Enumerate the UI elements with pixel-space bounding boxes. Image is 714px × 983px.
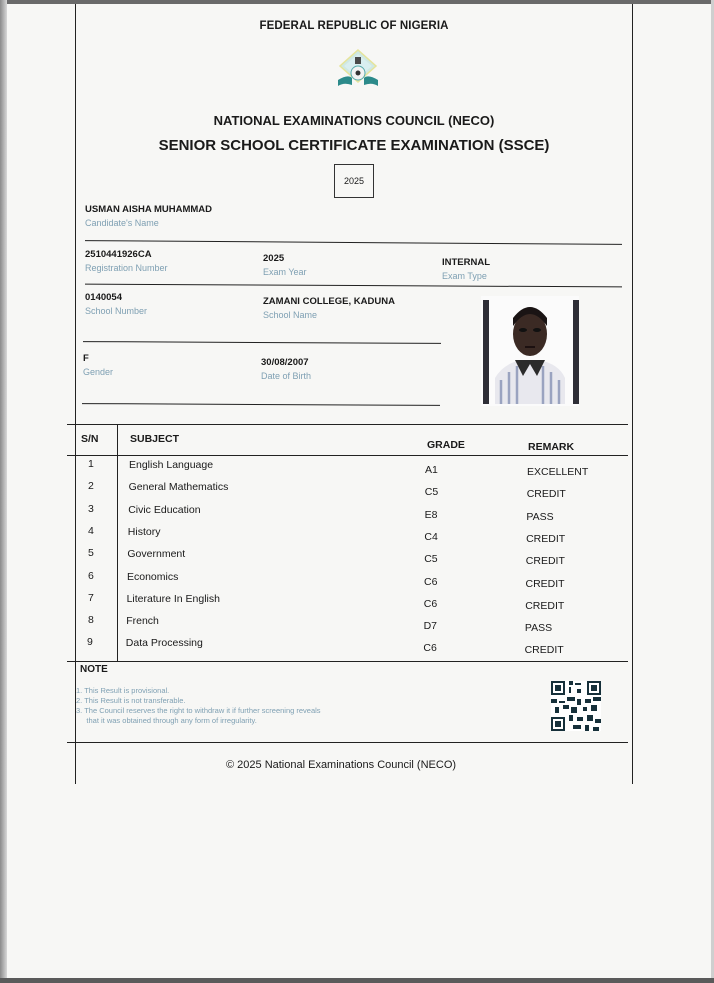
gender-field <box>83 353 113 377</box>
exam-type-label: Exam Type <box>442 271 487 281</box>
country-title: FEDERAL REPUBLIC OF NIGERIA <box>259 20 449 32</box>
row-sn: 4 <box>88 524 94 537</box>
row-sn: 8 <box>88 614 94 627</box>
candidate-name-label: Candidate's Name <box>85 218 159 228</box>
note-list <box>76 686 321 726</box>
row-remark: CREDIT <box>526 532 566 545</box>
candidate-photo-icon <box>481 296 579 406</box>
neco-logo-icon <box>336 48 380 88</box>
row-subject: Civic Education <box>128 503 201 516</box>
row-subject: History <box>127 525 161 538</box>
registration-number: 2510441926CA <box>85 249 152 260</box>
note-item: that it was obtained through any form of irregularity. <box>76 716 257 725</box>
row-sn: 9 <box>87 636 93 649</box>
candidate-name: USMAN AISHA MUHAMMAD <box>85 204 213 215</box>
row-grade: C6 <box>423 642 437 655</box>
row-sn: 7 <box>88 591 94 604</box>
row-remark: CREDIT <box>525 599 565 612</box>
header-sn: S/N <box>81 433 99 445</box>
row-sn: 6 <box>88 569 94 582</box>
year-box: 2025 <box>334 164 374 198</box>
candidate-name-field <box>85 204 212 228</box>
divider <box>83 341 441 344</box>
school-number-field <box>85 292 147 316</box>
row-grade: D7 <box>423 620 438 633</box>
row-remark: PASS <box>526 510 554 523</box>
registration-field <box>85 249 168 273</box>
dob-field <box>261 357 311 381</box>
school-number-label: School Number <box>85 306 148 316</box>
header-grade: GRADE <box>427 439 465 451</box>
note-item: 1. This Result is provisional. <box>76 686 170 695</box>
qr-code-icon <box>551 681 601 731</box>
header-remark: REMARK <box>528 441 575 453</box>
divider <box>85 284 622 288</box>
row-grade: C5 <box>424 553 438 566</box>
registration-label: Registration Number <box>85 263 168 273</box>
school-number: 0140054 <box>85 292 122 303</box>
exam-year-field <box>263 253 307 277</box>
divider <box>85 240 622 245</box>
row-grade: E8 <box>424 508 438 521</box>
row-subject: French <box>126 615 159 628</box>
council-title: NATIONAL EXAMINATIONS COUNCIL (NECO) <box>213 113 495 128</box>
results-table <box>67 424 628 662</box>
row-grade: A1 <box>425 464 438 476</box>
gender-label: Gender <box>83 367 114 377</box>
dob-label: Date of Birth <box>261 371 312 381</box>
row-remark: CREDIT <box>526 488 566 501</box>
row-sn: 2 <box>88 480 94 493</box>
row-remark: CREDIT <box>525 577 565 590</box>
gender: F <box>83 353 89 364</box>
result-document <box>75 4 633 784</box>
school-name-label: School Name <box>263 310 318 320</box>
header-subject: SUBJECT <box>130 433 180 445</box>
exam-year: 2025 <box>263 253 285 264</box>
school-name-field <box>263 296 395 320</box>
column-separator <box>117 425 118 661</box>
row-remark: PASS <box>524 622 553 635</box>
note-item: 2. This Result is not transferable. <box>76 696 186 705</box>
copyright: © 2025 National Examinations Council (NECO) <box>226 759 457 771</box>
exam-year-label: Exam Year <box>263 267 307 277</box>
scan-edge-bottom <box>0 978 714 983</box>
row-subject: English Language <box>129 459 214 471</box>
note-item: 3. The Council reserves the right to withdraw it if further screening reveals <box>76 706 321 715</box>
note-title: NOTE <box>80 664 108 675</box>
row-subject: General Mathematics <box>128 481 229 494</box>
school-name: ZAMANI COLLEGE, KADUNA <box>263 296 395 307</box>
date-of-birth: 30/08/2007 <box>261 357 309 368</box>
row-remark: CREDIT <box>525 555 565 568</box>
row-grade: C6 <box>424 575 438 588</box>
divider <box>82 403 440 406</box>
exam-type-field <box>442 257 490 281</box>
row-sn: 1 <box>88 458 94 470</box>
row-remark: CREDIT <box>524 644 564 657</box>
row-sn: 5 <box>88 547 94 560</box>
footer-divider <box>67 742 628 743</box>
row-grade: C6 <box>423 597 438 610</box>
row-subject: Literature In English <box>126 592 220 605</box>
row-subject: Government <box>127 548 186 561</box>
row-subject: Data Processing <box>125 637 203 650</box>
row-grade: C5 <box>424 486 439 499</box>
row-sn: 3 <box>88 502 94 515</box>
row-remark: EXCELLENT <box>527 466 589 478</box>
row-subject: Economics <box>127 570 179 583</box>
row-grade: C4 <box>424 530 438 543</box>
exam-title: SENIOR SCHOOL CERTIFICATE EXAMINATION (SSCE) <box>158 137 550 154</box>
header-divider <box>67 455 628 456</box>
scan-edge-left <box>0 0 7 983</box>
exam-type: INTERNAL <box>442 257 491 268</box>
